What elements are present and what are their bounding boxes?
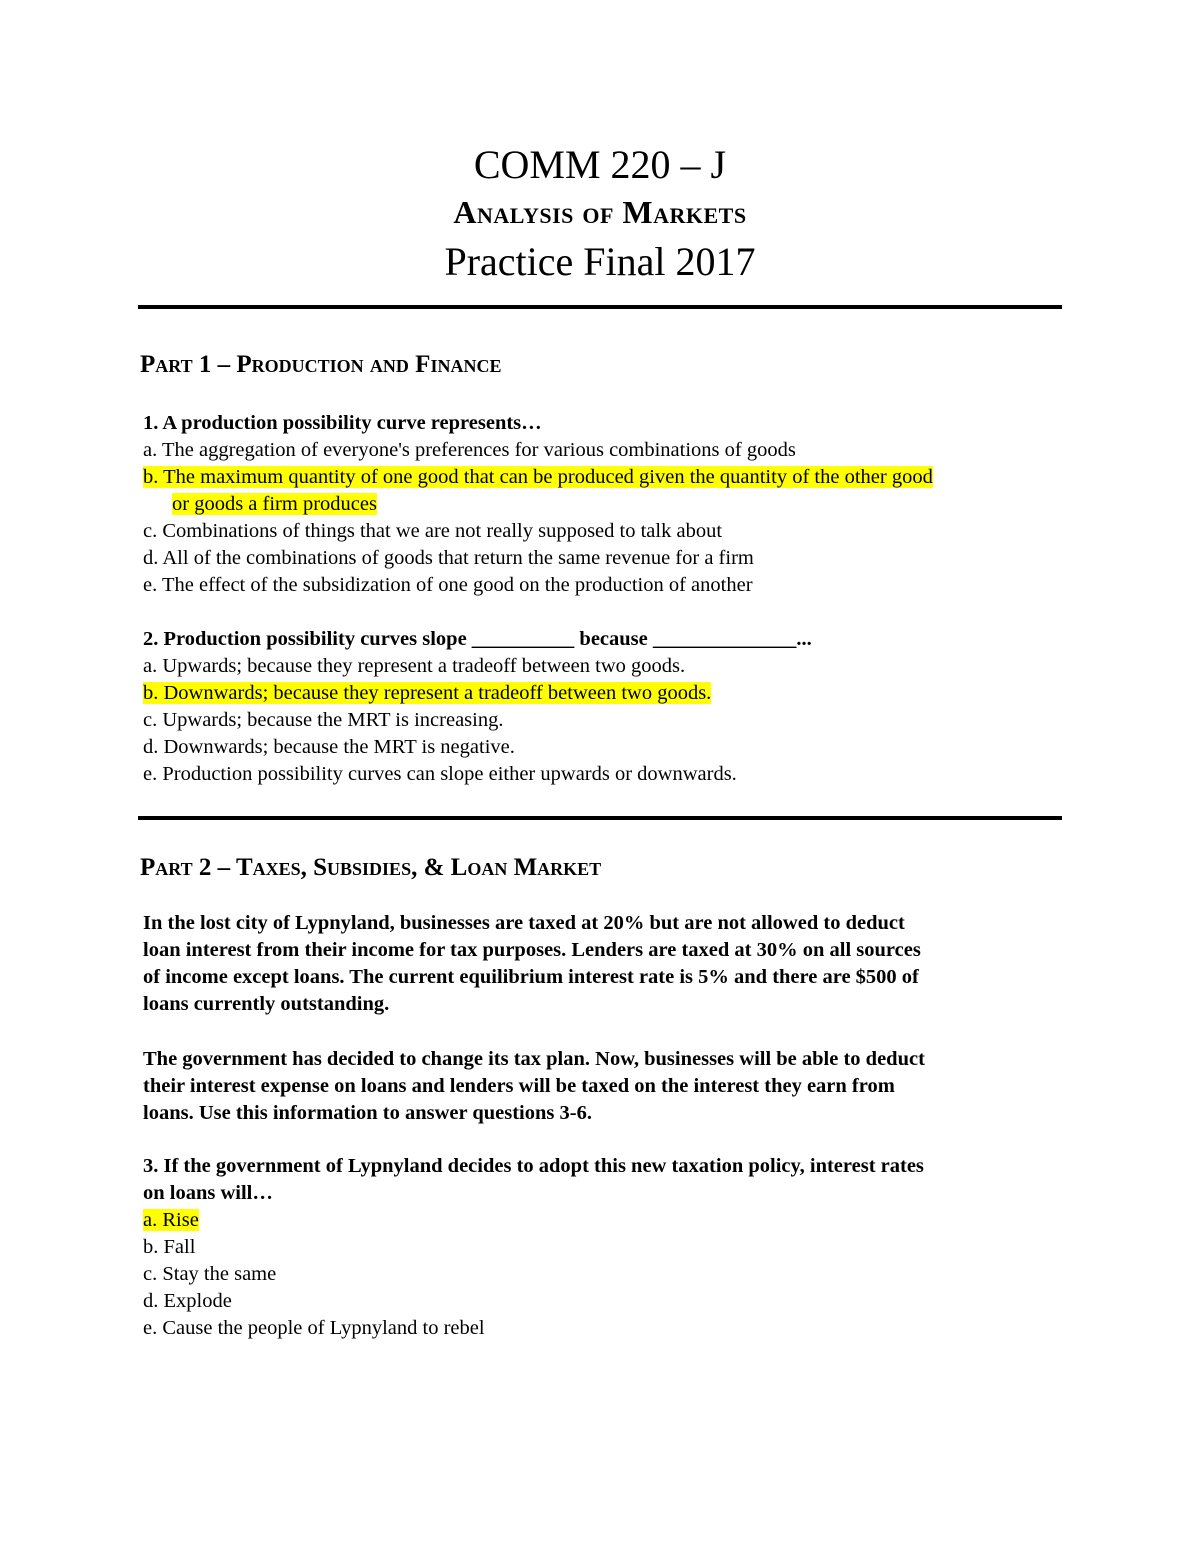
- question-1-option-d: d. All of the combinations of goods that return the same revenue for a firm: [143, 547, 754, 569]
- question-1-option-a: a. The aggregation of everyone's preferences for various combinations of goods: [143, 439, 796, 461]
- paragraph-line: of income except loans. The current equilibrium interest rate is 5% and there are $500 of: [143, 966, 919, 988]
- paragraph-line: loans currently outstanding.: [143, 993, 390, 1015]
- paragraph-line: loans. Use this information to answer questions 3-6.: [143, 1102, 592, 1124]
- question-2-option-e: e. Production possibility curves can slope either upwards or downwards.: [143, 763, 737, 785]
- question-3-option-b: b. Fall: [143, 1236, 196, 1258]
- question-1-option-b-highlighted: b. The maximum quantity of one good that can be produced given the quantity of the other good: [143, 466, 933, 488]
- question-3-option-d: d. Explode: [143, 1290, 232, 1312]
- question-2-option-d: d. Downwards; because the MRT is negative.: [143, 736, 515, 758]
- paragraph-line: their interest expense on loans and lenders will be taxed on the interest they earn from: [143, 1075, 895, 1097]
- question-1-option-e: e. The effect of the subsidization of one good on the production of another: [143, 574, 753, 596]
- question-3-option-e: e. Cause the people of Lypnyland to rebel: [143, 1317, 485, 1339]
- question-1-option-b-continued: or goods a firm produces: [172, 493, 377, 515]
- question-2: [143, 626, 1063, 788]
- paragraph-line: The government has decided to change its tax plan. Now, businesses will be able to deduct: [143, 1048, 925, 1070]
- question-3-option-c: c. Stay the same: [143, 1263, 277, 1285]
- question-3: [143, 1153, 1063, 1342]
- exam-title: Practice Final 2017: [444, 239, 756, 284]
- scenario-paragraph-1: [143, 910, 1063, 1018]
- question-2-option-c: c. Upwards; because the MRT is increasing.: [143, 709, 504, 731]
- question-3-text: 3. If the government of Lypnyland decides to adopt this new taxation policy, interest rates: [143, 1155, 924, 1177]
- paragraph-line: In the lost city of Lypnyland, businesses are taxed at 20% but are not allowed to deduct: [143, 912, 905, 934]
- question-3-option-a-highlighted: a. Rise: [143, 1209, 199, 1231]
- horizontal-rule: [138, 816, 1062, 820]
- horizontal-rule: [138, 305, 1062, 309]
- question-1-option-c: c. Combinations of things that we are not really supposed to talk about: [143, 520, 723, 542]
- course-subtitle: Analysis of Markets: [453, 194, 747, 230]
- question-1-text: 1. A production possibility curve represents…: [143, 412, 542, 434]
- question-2-text: 2. Production possibility curves slope __________ because ______________...: [143, 628, 812, 650]
- question-3-text-continued: on loans will…: [143, 1182, 273, 1204]
- question-1: [143, 410, 1063, 599]
- paragraph-line: loan interest from their income for tax purposes. Lenders are taxed at 30% on all sources: [143, 939, 921, 961]
- question-2-option-a: a. Upwards; because they represent a tradeoff between two goods.: [143, 655, 686, 677]
- part1-heading: Part 1 – Production and Finance: [140, 351, 502, 378]
- scenario-paragraph-2: [143, 1046, 1063, 1127]
- question-2-option-b-highlighted: b. Downwards; because they represent a tradeoff between two goods.: [143, 682, 712, 704]
- course-code: COMM 220 – J: [473, 142, 727, 187]
- document-title-block: [0, 140, 1200, 290]
- part2-heading: Part 2 – Taxes, Subsidies, & Loan Market: [140, 854, 602, 881]
